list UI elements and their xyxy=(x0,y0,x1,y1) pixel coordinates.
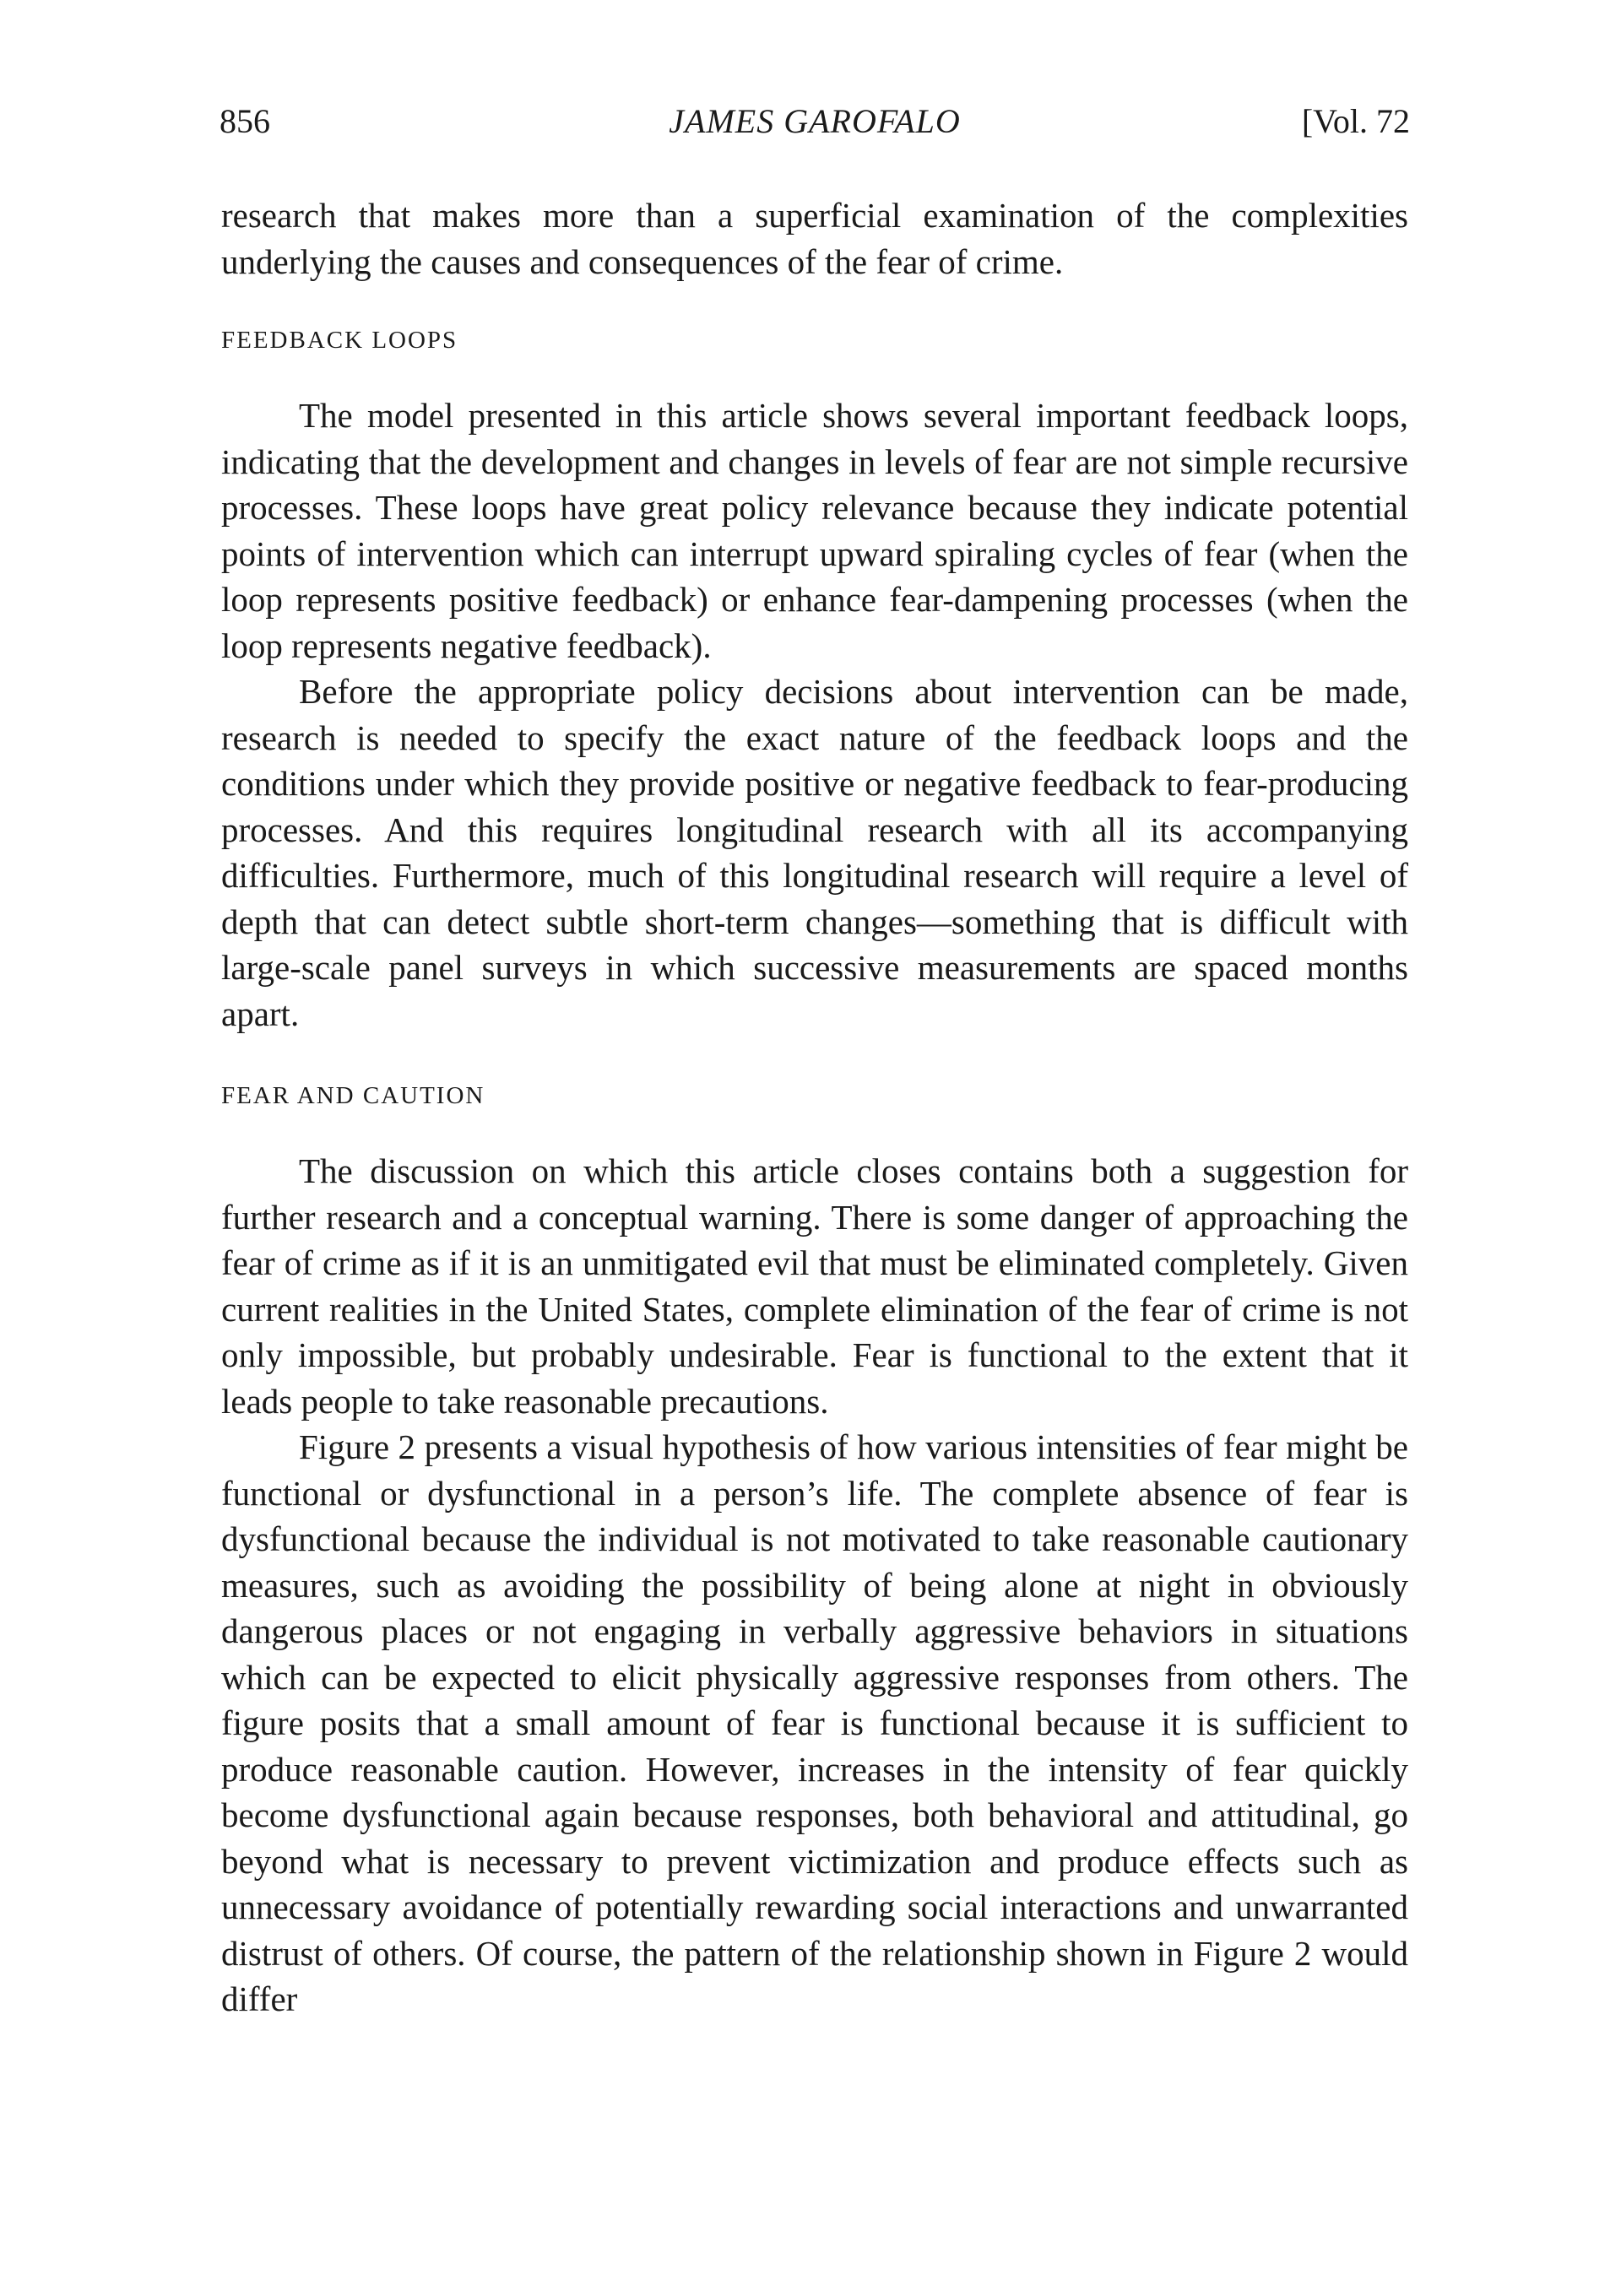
continuation-paragraph: research that makes more than a superficial examination of the complexities underlying the causes and consequences of the fear of crime. xyxy=(221,196,1408,281)
running-head-author: JAMES GAROFALO xyxy=(669,102,961,140)
article-body xyxy=(221,192,1408,2023)
section-heading-feedback-loops: FEEDBACK LOOPS xyxy=(221,327,458,354)
running-head xyxy=(220,101,1410,152)
paragraph: The model presented in this article shows several important feedback loops, indicating that the development and changes in levels of fear are not simple recursive processes. These loops have great policy relevance because they indicate potential points of intervention which can interrupt upward spiraling cycles of fear (when the loop represents positive feedback) or enhance fear-dampening processes (when the loop represents negative feedback). xyxy=(221,396,1408,665)
running-head-volume: [Vol. 72 xyxy=(1301,102,1410,140)
section-heading-fear-and-caution: FEAR AND CAUTION xyxy=(221,1082,485,1109)
paragraph: Figure 2 presents a visual hypothesis of how various intensities of fear might be functional or dysfunctional in a person’s life. The complete absence of fear is dysfunctional because the individual is not motivated to take reasonable cautionary measures, such as avoiding the possibility of being alone at night in obviously dangerous places or not engaging in verbally aggressive behaviors in situations which can be expected to elicit physically aggressive responses from others. The figure posits that a small amount of fear is functional because it is sufficient to produce reasonable caution. However, increases in the intensity of fear quickly become dysfunctional again because responses, both behavioral and attitudinal, go beyond what is necessary to prevent victimization and produce effects such as unnecessary avoidance of potentially rewarding social interactions and unwarranted distrust of others. Of course, the pattern of the relationship shown in Figure 2 would differ xyxy=(221,1427,1408,2018)
page-number: 856 xyxy=(220,102,270,140)
paragraph: The discussion on which this article closes contains both a suggestion for further research and a conceptual warning. There is some danger of approaching the fear of crime as if it is an unmitigated evil that must be eliminated completely. Given current realities in the United States, complete elimination of the fear of crime is not only impossible, but probably undesirable. Fear is functional to the extent that it leads people to take reasonable precautions. xyxy=(221,1151,1408,1421)
paragraph: Before the appropriate policy decisions about intervention can be made, research is needed to specify the exact nature of the feedback loops and the conditions under which they provide positive or negative feedback to fear-producing processes. And this requires longitudinal research with all its accompanying difficulties. Furthermore, much of this longitudinal research will require a level of depth that can detect subtle short-term changes—something that is difficult with large-scale panel surveys in which successive measurements are spaced months apart. xyxy=(221,672,1408,1033)
